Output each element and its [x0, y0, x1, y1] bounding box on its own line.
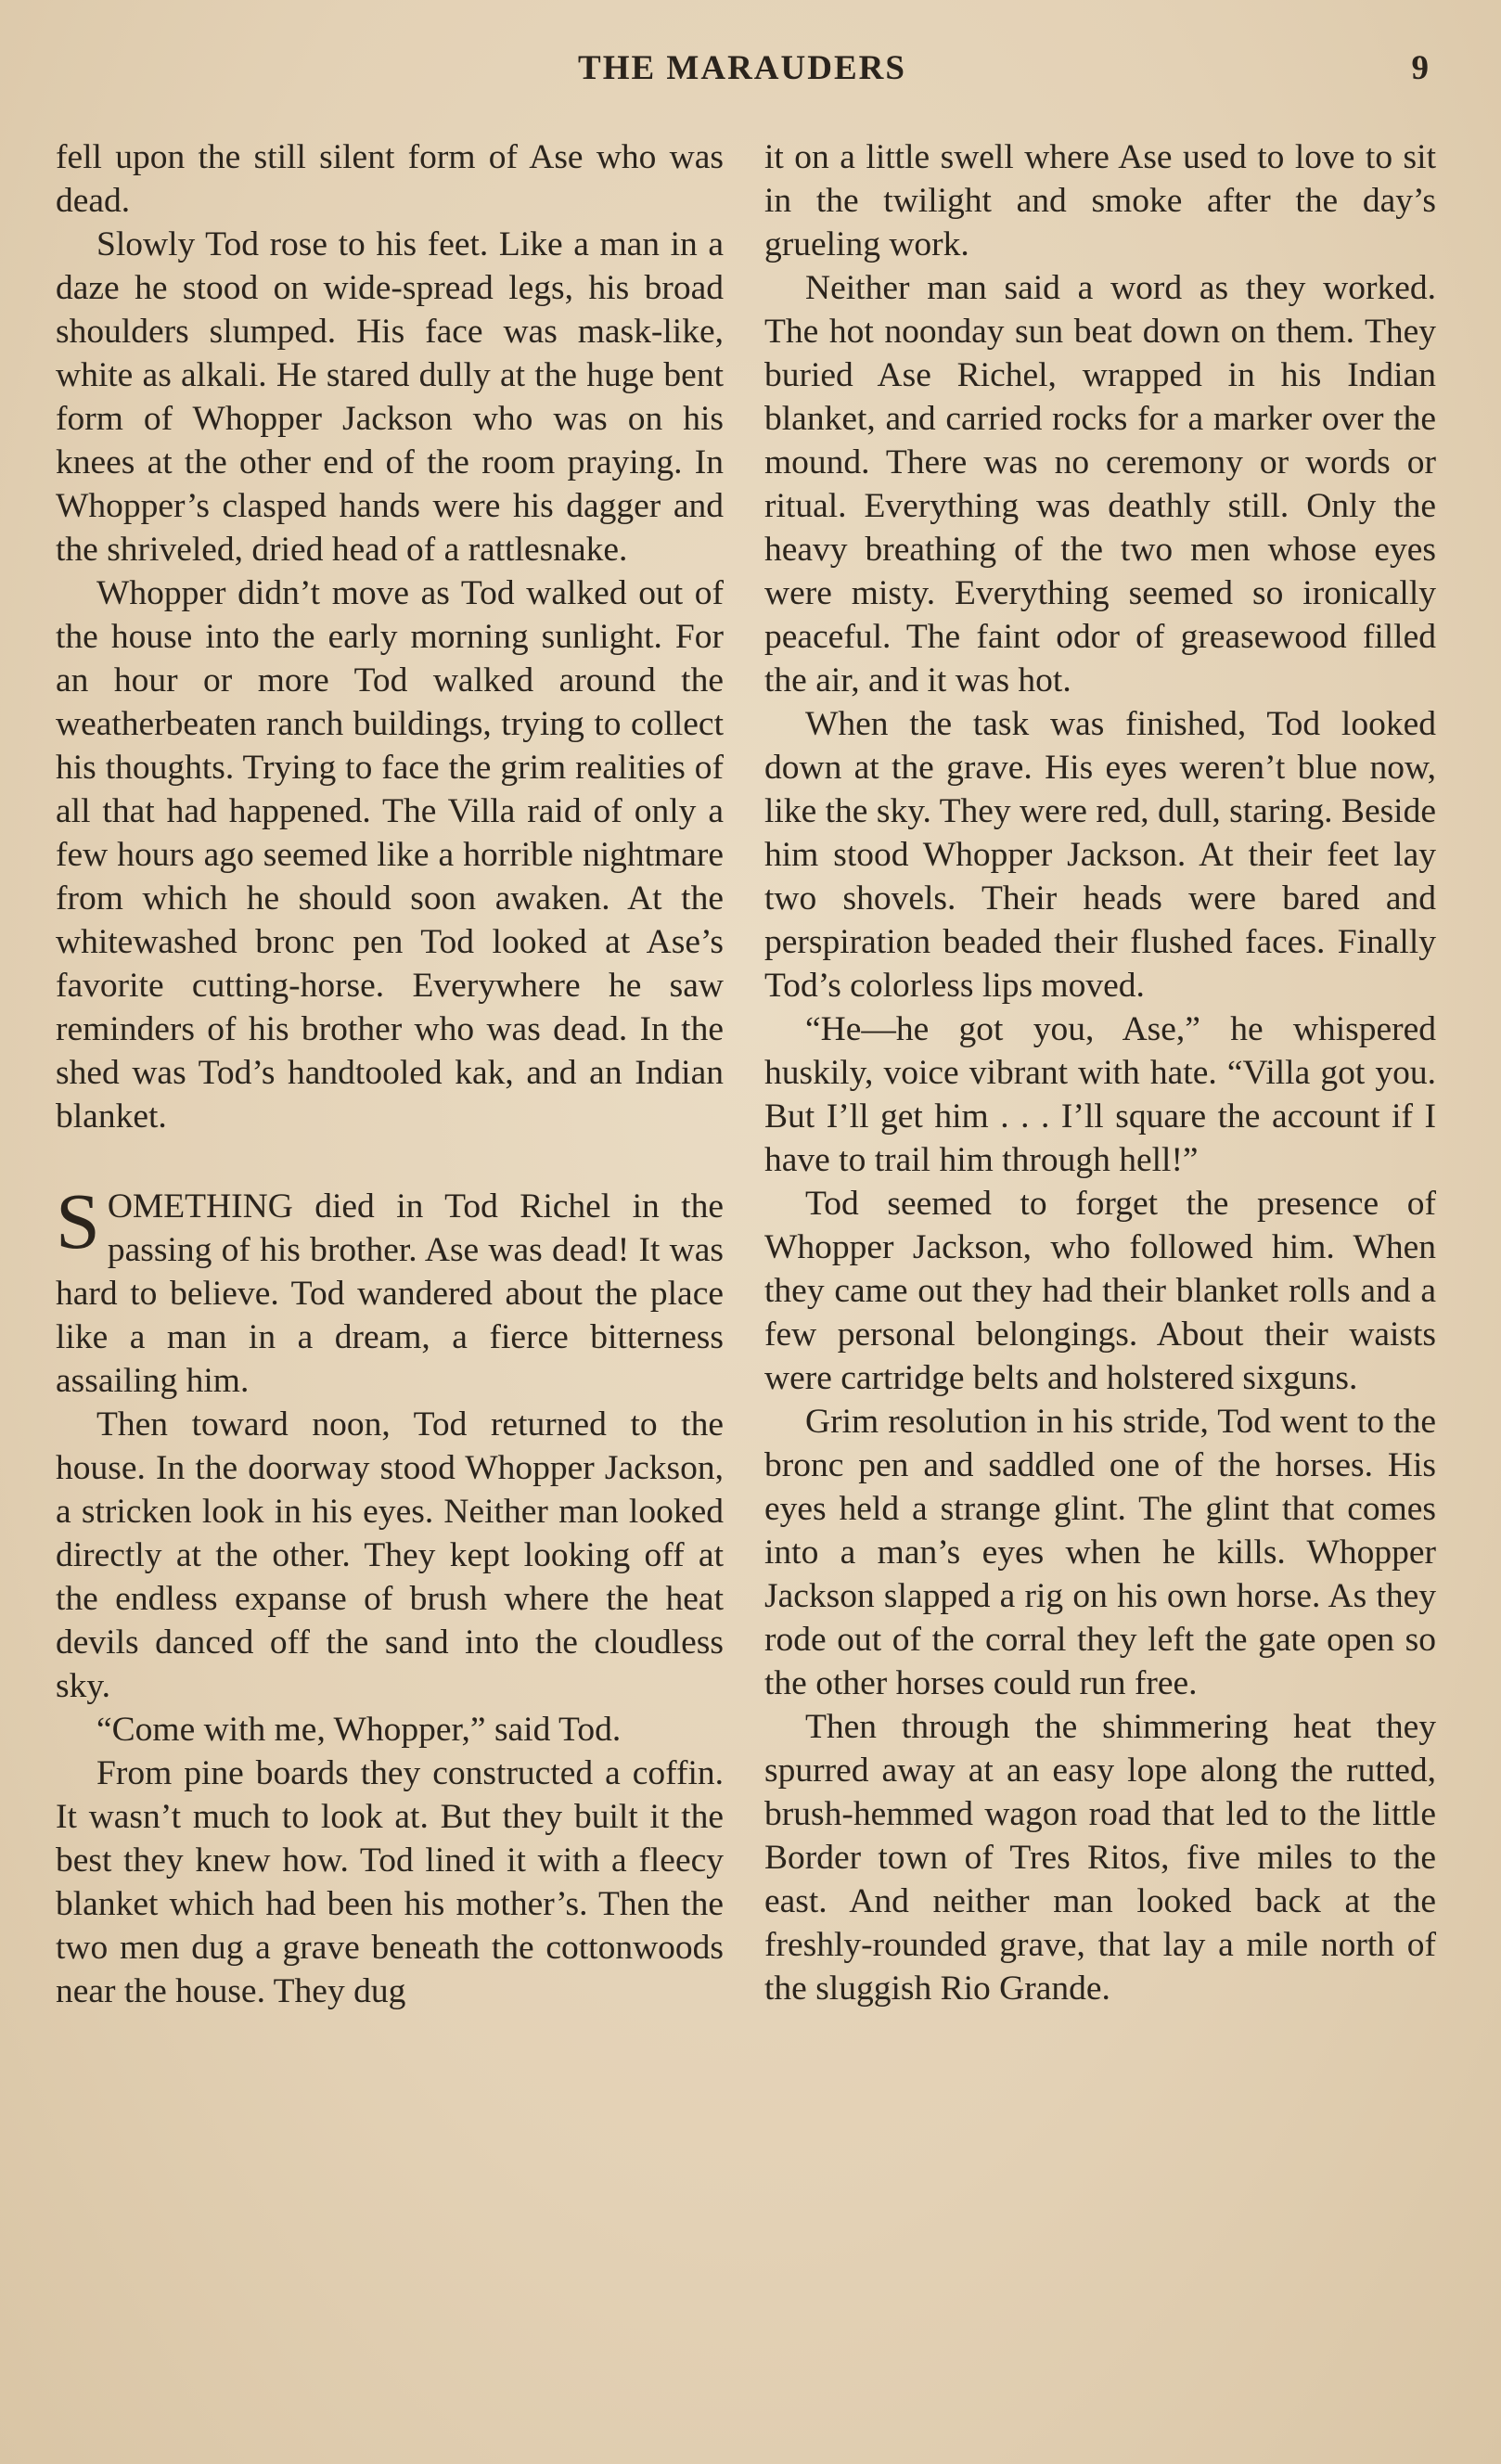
paragraph: it on a little swell where Ase used to love to sit in the twilight and smoke after the day’s grueling work. — [764, 138, 1436, 263]
running-title: THE MARAUDERS — [578, 49, 906, 87]
section-opening-paragraph — [56, 1176, 724, 1403]
paragraph: “Come with me, Whopper,” said Tod. — [96, 1711, 622, 1749]
paragraph: Slowly Tod rose to his feet. Like a man in a daze he stood on wide-spread legs, his broad shoulders slumped. His face was mask-like, white as alkali. He stared dully at the huge bent form of Whopper Jackson who was on his knees at the other end of the room praying. In Whopper’s clasped hands were his dagger and the shriveled, dried head of a rattlesnake. — [56, 225, 724, 569]
page-header — [56, 48, 1429, 95]
page-number: 9 — [1411, 49, 1429, 87]
paragraph: From pine boards they constructed a coffin. It wasn’t much to look at. But they built it the best they knew how. Tod lined it with a fleecy blanket which had been his mother’s. Then the two men dug a grave beneath the cottonwoods near the house. They dug — [56, 1754, 724, 2010]
left-column — [56, 135, 724, 2013]
right-column — [764, 135, 1436, 2010]
paragraph: “He—he got you, Ase,” he whispered huskily, voice vibrant with hate. “Villa got you. But I’ll get him . . . I’ll square the account if I have to trail him through hell!” — [764, 1010, 1436, 1179]
paragraph: Then through the shimmering heat they spurred away at an easy lope along the rutted, brush-hemmed wagon road that led to the little Border town of Tres Ritos, five miles to the east. And neither man looked back at the freshly-rounded grave, that lay a mile north of the sluggish Rio Grande. — [764, 1708, 1436, 2008]
section-opening-text: OMETHING died in Tod Richel in the passing of his brother. Ase was dead! It was hard to believe. Tod wandered about the place like a man in a dream, a fierce bitterness assailing him. — [56, 1187, 724, 1400]
paragraph: Tod seemed to forget the presence of Whopper Jackson, who followed him. When they came out they had their blanket rolls and a few personal belongings. About their waists were cartridge belts and holstered sixguns. — [764, 1185, 1436, 1397]
paragraph: Grim resolution in his stride, Tod went to the bronc pen and saddled one of the horses. His eyes held a strange glint. The glint that comes into a man’s eyes when he kills. Whopper Jackson slapped a rig on his own horse. As they rode out of the corral they left the gate open so the other horses could run free. — [764, 1403, 1436, 1702]
paragraph: When the task was finished, Tod looked down at the grave. His eyes weren’t blue now, like the sky. They were red, dull, staring. Beside him stood Whopper Jackson. At their feet lay two shovels. Their heads were bared and perspiration beaded their flushed faces. Finally Tod’s colorless lips moved. — [764, 705, 1436, 1005]
bottom-margin — [0, 2393, 1501, 2421]
paragraph: fell upon the still silent form of Ase who was dead. — [56, 138, 724, 220]
paragraph: Neither man said a word as they worked. The hot noonday sun beat down on them. They buried Ase Richel, wrapped in his Indian blanket, and carried rocks for a marker over the mound. There was no ceremony or words or ritual. Everything was deathly still. Only the heavy breathing of the two men whose eyes were misty. Everything seemed so ironically peaceful. The faint odor of greasewood filled the air, and it was hot. — [764, 269, 1436, 699]
paragraph: Whopper didn’t move as Tod walked out of the house into the early morning sunlight. For an hour or more Tod walked around the weatherbeaten ranch buildings, trying to collect his thoughts. Trying to face the grim realities of all that had happened. The Villa raid of only a few hours ago seemed like a horrible nightmare from which he should soon awaken. At the whitewashed bronc pen Tod looked at Ase’s favorite cutting-horse. Everywhere he saw reminders of his brother who was dead. In the shed was Tod’s handtooled kak, and an Indian blanket. — [56, 574, 724, 1136]
drop-cap: S — [56, 1176, 100, 1265]
paragraph: Then toward noon, Tod returned to the house. In the doorway stood Whopper Jackson, a stricken look in his eyes. Neither man looked directly at the other. They kept looking off at the endless expanse of brush where the heat devils danced off the sand into the cloudless sky. — [56, 1405, 724, 1705]
